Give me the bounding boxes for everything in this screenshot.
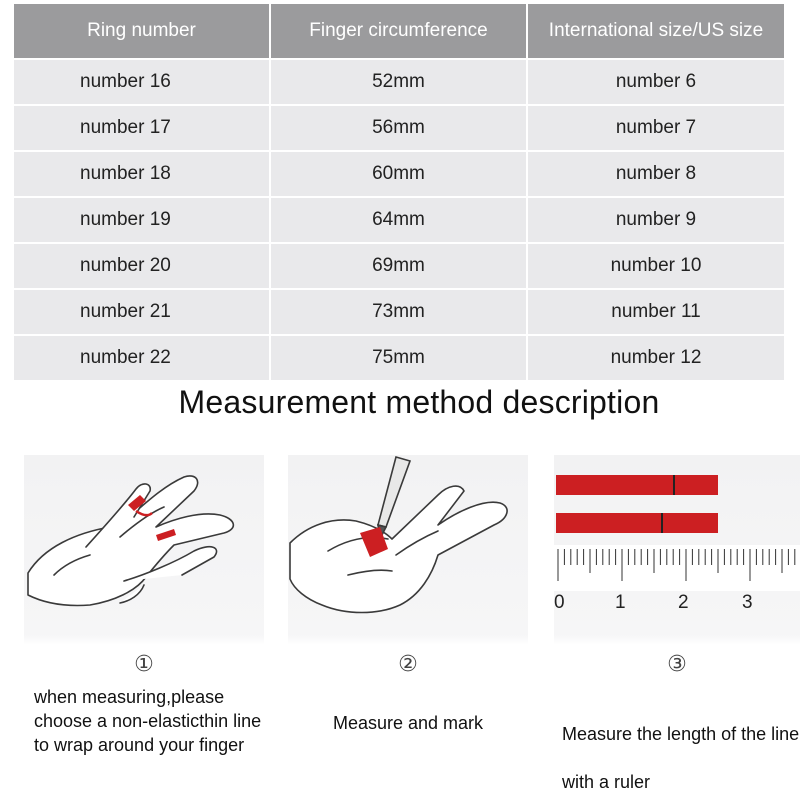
step-number-3: ③: [667, 651, 687, 676]
cell-us-size: number 12: [528, 336, 784, 380]
cell-circumference: 73mm: [271, 290, 526, 334]
cell-ring-number: number 16: [14, 60, 269, 104]
cell-circumference: 52mm: [271, 60, 526, 104]
cell-ring-number: number 19: [14, 198, 269, 242]
cell-circumference: 56mm: [271, 106, 526, 150]
cell-us-size: number 9: [528, 198, 784, 242]
cell-circumference: 64mm: [271, 198, 526, 242]
cell-ring-number: number 21: [14, 290, 269, 334]
ruler-label-2: 2: [678, 592, 689, 613]
ruler-strip-illustration: [554, 455, 800, 635]
ring-size-table: [14, 4, 780, 370]
header-ring-number: Ring number: [14, 4, 269, 58]
cell-us-size: number 10: [528, 244, 784, 288]
cell-circumference: 75mm: [271, 336, 526, 380]
step-1-card: [24, 455, 264, 800]
section-title: Measurement method description: [178, 384, 660, 420]
cell-circumference: 60mm: [271, 152, 526, 196]
step-number-1: ①: [134, 651, 154, 676]
ruler-label-0: 0: [554, 592, 565, 613]
header-international-size: International size/US size: [528, 4, 784, 58]
cell-circumference: 69mm: [271, 244, 526, 288]
step-3-text: Measure the length of the line with a ruler: [562, 724, 800, 792]
red-strip-bottom: [556, 513, 718, 533]
cell-us-size: number 6: [528, 60, 784, 104]
cell-us-size: number 11: [528, 290, 784, 334]
cell-us-size: number 8: [528, 152, 784, 196]
ruler-label-1: 1: [615, 592, 626, 613]
step-2-text: Measure and mark: [332, 713, 484, 733]
step-3-card: [554, 455, 800, 800]
cell-ring-number: number 17: [14, 106, 269, 150]
cell-us-size: number 7: [528, 106, 784, 150]
header-finger-circumference: Finger circumference: [271, 4, 526, 58]
cell-ring-number: number 18: [14, 152, 269, 196]
hand-pen-mark-illustration: [288, 455, 528, 635]
step-number-2: ②: [398, 651, 418, 676]
step-2-card: [288, 455, 528, 800]
ruler-label-3: 3: [742, 592, 753, 613]
hand-wrap-illustration: [24, 455, 264, 635]
red-strip-top: [556, 475, 718, 495]
step-1-text: when measuring,please choose a non-elasticthin line to wrap around your finger: [34, 687, 262, 755]
cell-ring-number: number 22: [14, 336, 269, 380]
cell-ring-number: number 20: [14, 244, 269, 288]
